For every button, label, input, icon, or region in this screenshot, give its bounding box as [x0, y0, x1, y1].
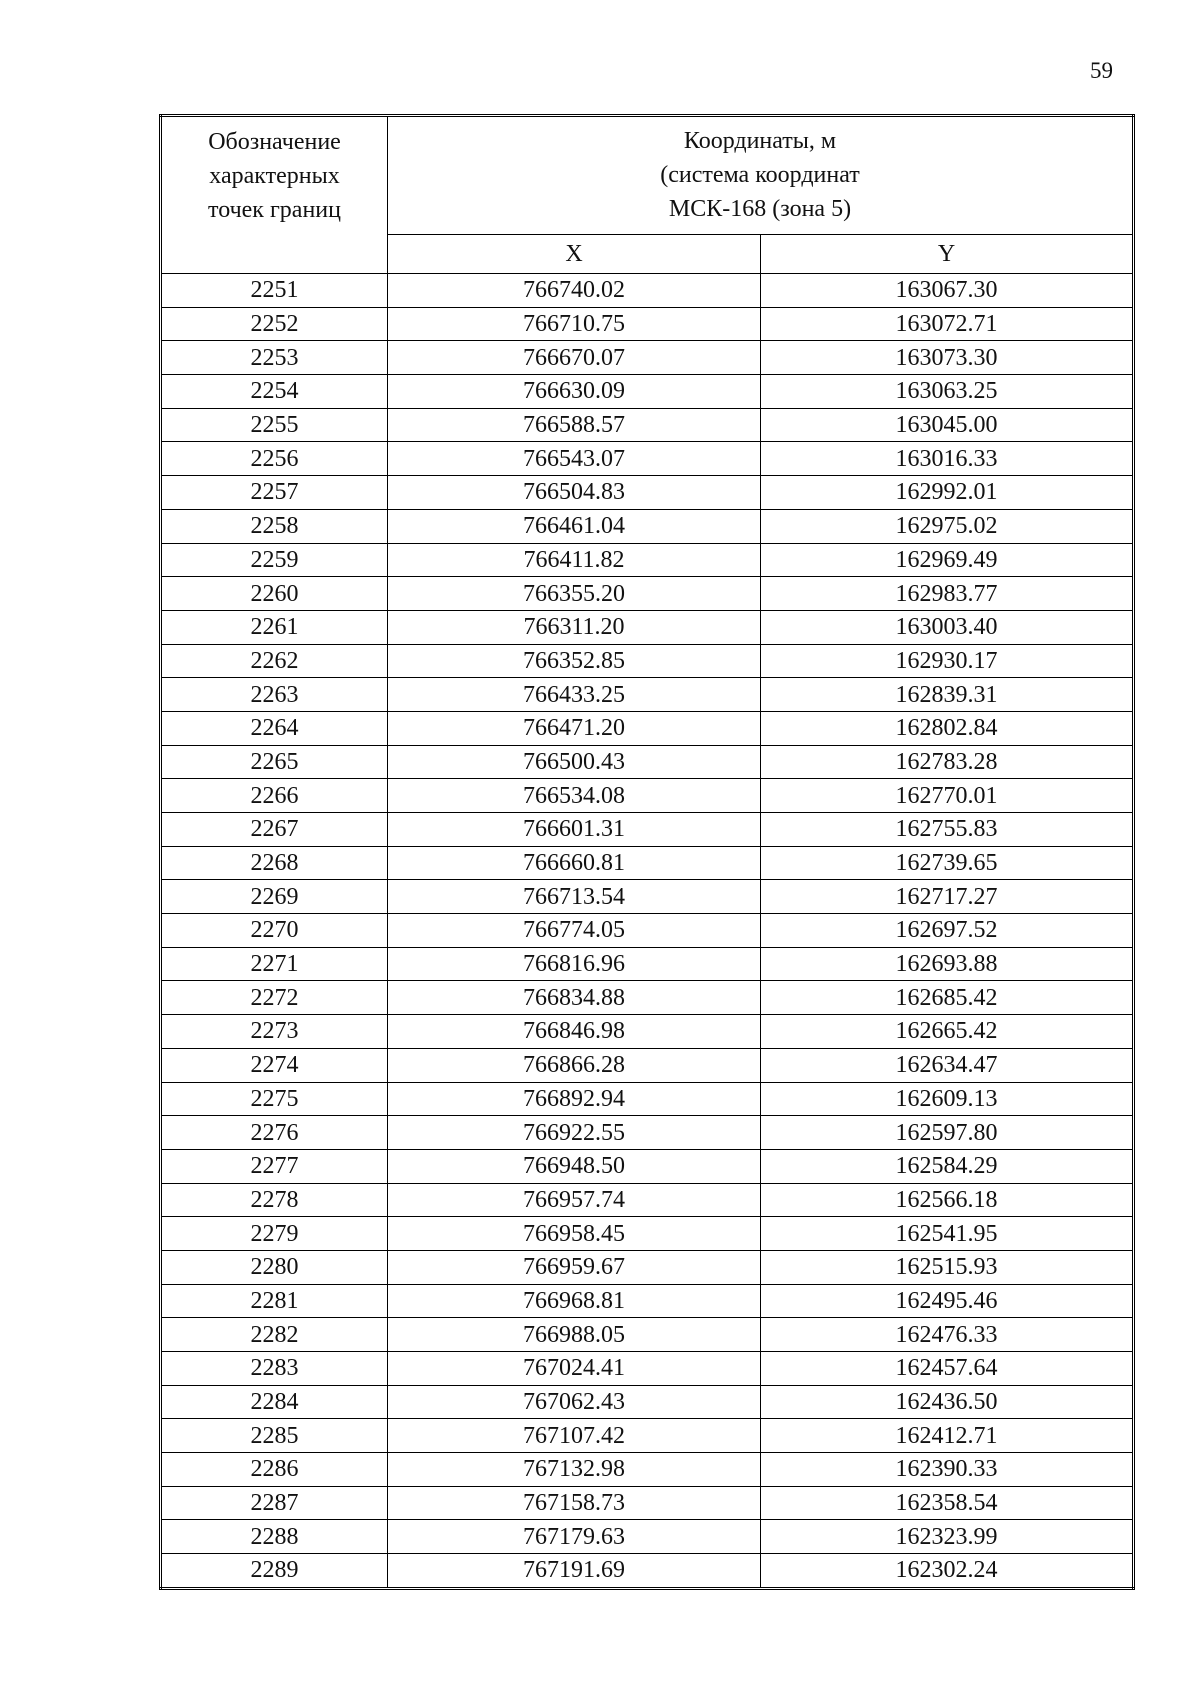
y-coordinate-cell: 162930.17 [761, 644, 1134, 678]
y-coordinate-cell: 162739.65 [761, 846, 1134, 880]
table-row [161, 1048, 1134, 1082]
x-coordinate-cell: 766774.05 [388, 914, 761, 948]
x-coordinate-cell: 766846.98 [388, 1015, 761, 1049]
table-row [161, 678, 1134, 712]
table-row [161, 880, 1134, 914]
table-row [161, 274, 1134, 308]
point-number-cell: 2286 [161, 1453, 388, 1487]
y-coordinate-cell: 162697.52 [761, 914, 1134, 948]
y-coordinate-cell: 162983.77 [761, 577, 1134, 611]
y-coordinate-cell: 162975.02 [761, 509, 1134, 543]
x-coordinate-cell: 766816.96 [388, 947, 761, 981]
table-row [161, 307, 1134, 341]
y-coordinate-cell: 163045.00 [761, 408, 1134, 442]
point-number-cell: 2251 [161, 274, 388, 308]
y-coordinate-cell: 162412.71 [761, 1419, 1134, 1453]
coordinates-table [159, 114, 1135, 1590]
point-number-cell: 2259 [161, 543, 388, 577]
y-coordinate-cell: 162802.84 [761, 711, 1134, 745]
x-coordinate-cell: 766543.07 [388, 442, 761, 476]
table-row [161, 1250, 1134, 1284]
y-coordinate-cell: 162783.28 [761, 745, 1134, 779]
y-coordinate-cell: 162457.64 [761, 1352, 1134, 1386]
y-coordinate-cell: 163067.30 [761, 274, 1134, 308]
table-row [161, 1318, 1134, 1352]
table-row [161, 442, 1134, 476]
y-coordinate-cell: 162358.54 [761, 1486, 1134, 1520]
table-row [161, 779, 1134, 813]
x-coordinate-cell: 766866.28 [388, 1048, 761, 1082]
point-number-cell: 2269 [161, 880, 388, 914]
y-coordinate-cell: 163072.71 [761, 307, 1134, 341]
coords-header-line: (система координат [660, 162, 860, 188]
table-body [161, 274, 1134, 1589]
point-number-cell: 2254 [161, 375, 388, 409]
x-coordinate-cell: 766534.08 [388, 779, 761, 813]
y-coordinate-cell: 162495.46 [761, 1284, 1134, 1318]
point-number-cell: 2278 [161, 1183, 388, 1217]
y-column-header: Y [761, 235, 1134, 274]
point-number-cell: 2275 [161, 1082, 388, 1116]
point-designation-header [161, 116, 388, 274]
point-number-cell: 2267 [161, 813, 388, 847]
table-row [161, 813, 1134, 847]
point-number-cell: 2285 [161, 1419, 388, 1453]
table-row [161, 1554, 1134, 1589]
y-coordinate-cell: 162770.01 [761, 779, 1134, 813]
point-number-cell: 2281 [161, 1284, 388, 1318]
y-coordinate-cell: 162685.42 [761, 981, 1134, 1015]
point-number-cell: 2272 [161, 981, 388, 1015]
x-coordinate-cell: 766958.45 [388, 1217, 761, 1251]
y-coordinate-cell: 162515.93 [761, 1250, 1134, 1284]
table-row [161, 1217, 1134, 1251]
x-coordinate-cell: 766355.20 [388, 577, 761, 611]
table-row [161, 1520, 1134, 1554]
x-coordinate-cell: 766630.09 [388, 375, 761, 409]
y-coordinate-cell: 162323.99 [761, 1520, 1134, 1554]
point-number-cell: 2262 [161, 644, 388, 678]
point-number-cell: 2287 [161, 1486, 388, 1520]
x-coordinate-cell: 766710.75 [388, 307, 761, 341]
table-row [161, 509, 1134, 543]
y-coordinate-cell: 162566.18 [761, 1183, 1134, 1217]
y-coordinate-cell: 162476.33 [761, 1318, 1134, 1352]
y-coordinate-cell: 162609.13 [761, 1082, 1134, 1116]
y-coordinate-cell: 162665.42 [761, 1015, 1134, 1049]
table-row [161, 914, 1134, 948]
x-coordinate-cell: 767191.69 [388, 1554, 761, 1589]
table-row [161, 1149, 1134, 1183]
point-number-cell: 2289 [161, 1554, 388, 1589]
y-coordinate-cell: 163063.25 [761, 375, 1134, 409]
x-coordinate-cell: 766504.83 [388, 476, 761, 510]
point-number-cell: 2263 [161, 678, 388, 712]
x-coordinate-cell: 766433.25 [388, 678, 761, 712]
point-number-cell: 2255 [161, 408, 388, 442]
y-coordinate-cell: 163016.33 [761, 442, 1134, 476]
x-coordinate-cell: 766461.04 [388, 509, 761, 543]
table-row [161, 1116, 1134, 1150]
point-number-cell: 2252 [161, 307, 388, 341]
x-coordinate-cell: 766670.07 [388, 341, 761, 375]
x-coordinate-cell: 767158.73 [388, 1486, 761, 1520]
coordinates-header [388, 116, 1134, 235]
y-coordinate-cell: 162302.24 [761, 1554, 1134, 1589]
x-coordinate-cell: 766740.02 [388, 274, 761, 308]
y-coordinate-cell: 162584.29 [761, 1149, 1134, 1183]
y-coordinate-cell: 162597.80 [761, 1116, 1134, 1150]
x-coordinate-cell: 766311.20 [388, 610, 761, 644]
point-number-cell: 2273 [161, 1015, 388, 1049]
point-number-cell: 2268 [161, 846, 388, 880]
x-coordinate-cell: 766959.67 [388, 1250, 761, 1284]
table-row [161, 1486, 1134, 1520]
x-coordinate-cell: 767107.42 [388, 1419, 761, 1453]
x-coordinate-cell: 767062.43 [388, 1385, 761, 1419]
point-number-cell: 2277 [161, 1149, 388, 1183]
x-coordinate-cell: 766922.55 [388, 1116, 761, 1150]
y-coordinate-cell: 162693.88 [761, 947, 1134, 981]
table-row [161, 341, 1134, 375]
table-row [161, 947, 1134, 981]
table-row [161, 1082, 1134, 1116]
table-row [161, 1284, 1134, 1318]
point-number-cell: 2288 [161, 1520, 388, 1554]
point-header-line: Обозначение [208, 129, 341, 155]
x-coordinate-cell: 766500.43 [388, 745, 761, 779]
x-coordinate-cell: 766988.05 [388, 1318, 761, 1352]
x-coordinate-cell: 766588.57 [388, 408, 761, 442]
x-coordinate-cell: 766352.85 [388, 644, 761, 678]
point-header-line: точек границ [208, 197, 341, 223]
point-number-cell: 2279 [161, 1217, 388, 1251]
point-number-cell: 2283 [161, 1352, 388, 1386]
table-row [161, 711, 1134, 745]
x-coordinate-cell: 766471.20 [388, 711, 761, 745]
x-coordinate-cell: 767024.41 [388, 1352, 761, 1386]
point-number-cell: 2270 [161, 914, 388, 948]
point-number-cell: 2274 [161, 1048, 388, 1082]
point-number-cell: 2282 [161, 1318, 388, 1352]
point-number-cell: 2265 [161, 745, 388, 779]
x-coordinate-cell: 766948.50 [388, 1149, 761, 1183]
x-coordinate-cell: 766411.82 [388, 543, 761, 577]
x-coordinate-cell: 767132.98 [388, 1453, 761, 1487]
x-coordinate-cell: 766968.81 [388, 1284, 761, 1318]
table-row [161, 476, 1134, 510]
y-coordinate-cell: 163073.30 [761, 341, 1134, 375]
y-coordinate-cell: 162541.95 [761, 1217, 1134, 1251]
table-row [161, 1183, 1134, 1217]
coords-header-line: Координаты, м [683, 128, 837, 154]
table-row [161, 1015, 1134, 1049]
table-row [161, 1352, 1134, 1386]
table-row [161, 644, 1134, 678]
point-number-cell: 2253 [161, 341, 388, 375]
table-header [161, 116, 1134, 274]
point-number-cell: 2280 [161, 1250, 388, 1284]
y-coordinate-cell: 162634.47 [761, 1048, 1134, 1082]
y-coordinate-cell: 162755.83 [761, 813, 1134, 847]
y-coordinate-cell: 162992.01 [761, 476, 1134, 510]
y-coordinate-cell: 162436.50 [761, 1385, 1134, 1419]
x-column-header: X [388, 235, 761, 274]
point-number-cell: 2261 [161, 610, 388, 644]
y-coordinate-cell: 162969.49 [761, 543, 1134, 577]
table-row [161, 846, 1134, 880]
table-row [161, 610, 1134, 644]
point-number-cell: 2271 [161, 947, 388, 981]
point-number-cell: 2257 [161, 476, 388, 510]
y-coordinate-cell: 163003.40 [761, 610, 1134, 644]
point-header-line: характерных [209, 163, 340, 189]
x-coordinate-cell: 766834.88 [388, 981, 761, 1015]
x-coordinate-cell: 766601.31 [388, 813, 761, 847]
table-row [161, 408, 1134, 442]
point-number-cell: 2258 [161, 509, 388, 543]
table-row [161, 1385, 1134, 1419]
point-number-cell: 2266 [161, 779, 388, 813]
y-coordinate-cell: 162717.27 [761, 880, 1134, 914]
table-row [161, 1419, 1134, 1453]
point-number-cell: 2284 [161, 1385, 388, 1419]
point-number-cell: 2264 [161, 711, 388, 745]
table-row [161, 981, 1134, 1015]
point-number-cell: 2256 [161, 442, 388, 476]
point-number-cell: 2276 [161, 1116, 388, 1150]
y-coordinate-cell: 162390.33 [761, 1453, 1134, 1487]
coords-header-line: МСК-168 (зона 5) [668, 196, 852, 222]
x-coordinate-cell: 766713.54 [388, 880, 761, 914]
x-coordinate-cell: 767179.63 [388, 1520, 761, 1554]
point-number-cell: 2260 [161, 577, 388, 611]
table-row [161, 745, 1134, 779]
x-coordinate-cell: 766660.81 [388, 846, 761, 880]
table-row [161, 375, 1134, 409]
page-number: 59 [1090, 58, 1113, 83]
x-coordinate-cell: 766892.94 [388, 1082, 761, 1116]
table-row [161, 577, 1134, 611]
x-coordinate-cell: 766957.74 [388, 1183, 761, 1217]
table-row [161, 1453, 1134, 1487]
table-row [161, 543, 1134, 577]
y-coordinate-cell: 162839.31 [761, 678, 1134, 712]
